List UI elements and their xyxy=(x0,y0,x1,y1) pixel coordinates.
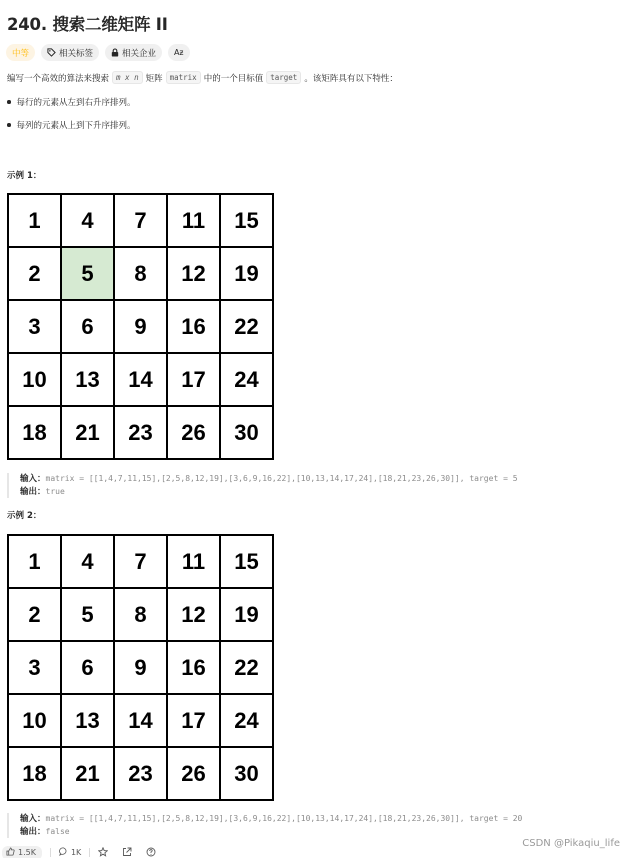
matrix-cell: 11 xyxy=(167,194,220,247)
thumb-up-icon xyxy=(6,847,15,858)
matrix-cell: 9 xyxy=(114,300,167,353)
tag-icon xyxy=(47,48,56,57)
related-companies-button[interactable] xyxy=(105,44,162,61)
problem-description: 编写一个高效的算法来搜索 m x n 矩阵 matrix 中的一个目标值 target 。该矩阵具有以下特性： xyxy=(7,73,398,84)
matrix-cell: 19 xyxy=(220,588,273,641)
example-2-title: 示例 2： xyxy=(7,511,42,521)
matrix-cell: 15 xyxy=(220,194,273,247)
like-count: 1.5K xyxy=(18,848,36,857)
matrix-cell: 1 xyxy=(8,194,61,247)
matrix-cell: 21 xyxy=(61,406,114,459)
like-button[interactable] xyxy=(2,846,42,858)
example-2-matrix-image xyxy=(7,534,274,801)
matrix-cell: 14 xyxy=(114,694,167,747)
star-icon[interactable] xyxy=(98,847,108,858)
matrix-cell: 10 xyxy=(8,353,61,406)
matrix-cell: 18 xyxy=(8,406,61,459)
comment-button[interactable] xyxy=(59,847,81,858)
matrix-cell: 9 xyxy=(114,641,167,694)
matrix-cell: 8 xyxy=(114,588,167,641)
difficulty-badge[interactable]: 中等 xyxy=(6,44,35,61)
matrix-cell: 4 xyxy=(61,535,114,588)
matrix-cell: 13 xyxy=(61,694,114,747)
matrix-cell: 21 xyxy=(61,747,114,800)
matrix-cell: 5 xyxy=(61,588,114,641)
example-1-matrix-image xyxy=(7,193,274,460)
matrix-cell: 15 xyxy=(220,535,273,588)
list-item: 每行的元素从左到右升序排列。 xyxy=(7,96,136,108)
matrix-cell: 24 xyxy=(220,353,273,406)
matrix-cell: 30 xyxy=(220,747,273,800)
matrix-cell: 13 xyxy=(61,353,114,406)
matrix-cell: 22 xyxy=(220,641,273,694)
matrix-cell: 24 xyxy=(220,694,273,747)
example-2-io: 输入：matrix = [[1,4,7,11,15],[2,5,8,12,19],[3,6,9,16,22],[10,13,14,17,24],[18,21,23,26,30]], target = 20 输出：false xyxy=(7,813,617,838)
matrix-cell: 12 xyxy=(167,247,220,300)
matrix-cell: 3 xyxy=(8,641,61,694)
matrix-cell: 8 xyxy=(114,247,167,300)
matrix-cell: 16 xyxy=(167,300,220,353)
matrix-cell: 12 xyxy=(167,588,220,641)
related-companies-label: 相关企业 xyxy=(122,48,157,59)
property-list xyxy=(7,96,136,142)
matrix-cell: 3 xyxy=(8,300,61,353)
code-mxn: m x n xyxy=(112,71,143,84)
matrix-cell: 2 xyxy=(8,588,61,641)
matrix-cell: 30 xyxy=(220,406,273,459)
font-icon: Aᵶ xyxy=(174,48,184,57)
matrix-cell: 26 xyxy=(167,747,220,800)
matrix-cell: 17 xyxy=(167,694,220,747)
matrix-cell: 1 xyxy=(8,535,61,588)
matrix-cell: 18 xyxy=(8,747,61,800)
matrix-cell: 22 xyxy=(220,300,273,353)
share-icon[interactable] xyxy=(122,847,132,858)
list-item: 每列的元素从上到下升序排列。 xyxy=(7,119,136,131)
font-size-button[interactable] xyxy=(168,44,189,61)
matrix-cell: 10 xyxy=(8,694,61,747)
matrix-cell: 6 xyxy=(61,300,114,353)
code-matrix: matrix xyxy=(166,71,201,84)
matrix-cell: 23 xyxy=(114,747,167,800)
matrix-cell: 16 xyxy=(167,641,220,694)
example-1-title: 示例 1： xyxy=(7,171,42,181)
matrix-cell: 5 xyxy=(61,247,114,300)
code-target: target xyxy=(266,71,301,84)
help-icon[interactable] xyxy=(146,847,156,858)
matrix-cell: 26 xyxy=(167,406,220,459)
matrix-cell: 7 xyxy=(114,194,167,247)
matrix-cell: 23 xyxy=(114,406,167,459)
matrix-cell: 14 xyxy=(114,353,167,406)
lock-icon xyxy=(111,48,119,57)
matrix-cell: 7 xyxy=(114,535,167,588)
comment-count: 1K xyxy=(70,848,82,857)
problem-title: 240. 搜索二维矩阵 II xyxy=(7,15,168,34)
example-1-io: 输入：matrix = [[1,4,7,11,15],[2,5,8,12,19],[3,6,9,16,22],[10,13,14,17,24],[18,21,23,26,30]], target = 5 输出：true xyxy=(7,473,617,498)
action-bar xyxy=(0,847,630,858)
matrix-cell: 4 xyxy=(61,194,114,247)
matrix-cell: 17 xyxy=(167,353,220,406)
tag-bar xyxy=(6,44,190,61)
matrix-cell: 11 xyxy=(167,535,220,588)
matrix-cell: 19 xyxy=(220,247,273,300)
related-topics-button[interactable] xyxy=(41,44,99,61)
watermark: CSDN @Pikaqiu_life xyxy=(522,838,620,849)
matrix-cell: 2 xyxy=(8,247,61,300)
matrix-cell: 6 xyxy=(61,641,114,694)
related-topics-label: 相关标签 xyxy=(59,48,94,59)
comment-icon xyxy=(59,847,68,858)
